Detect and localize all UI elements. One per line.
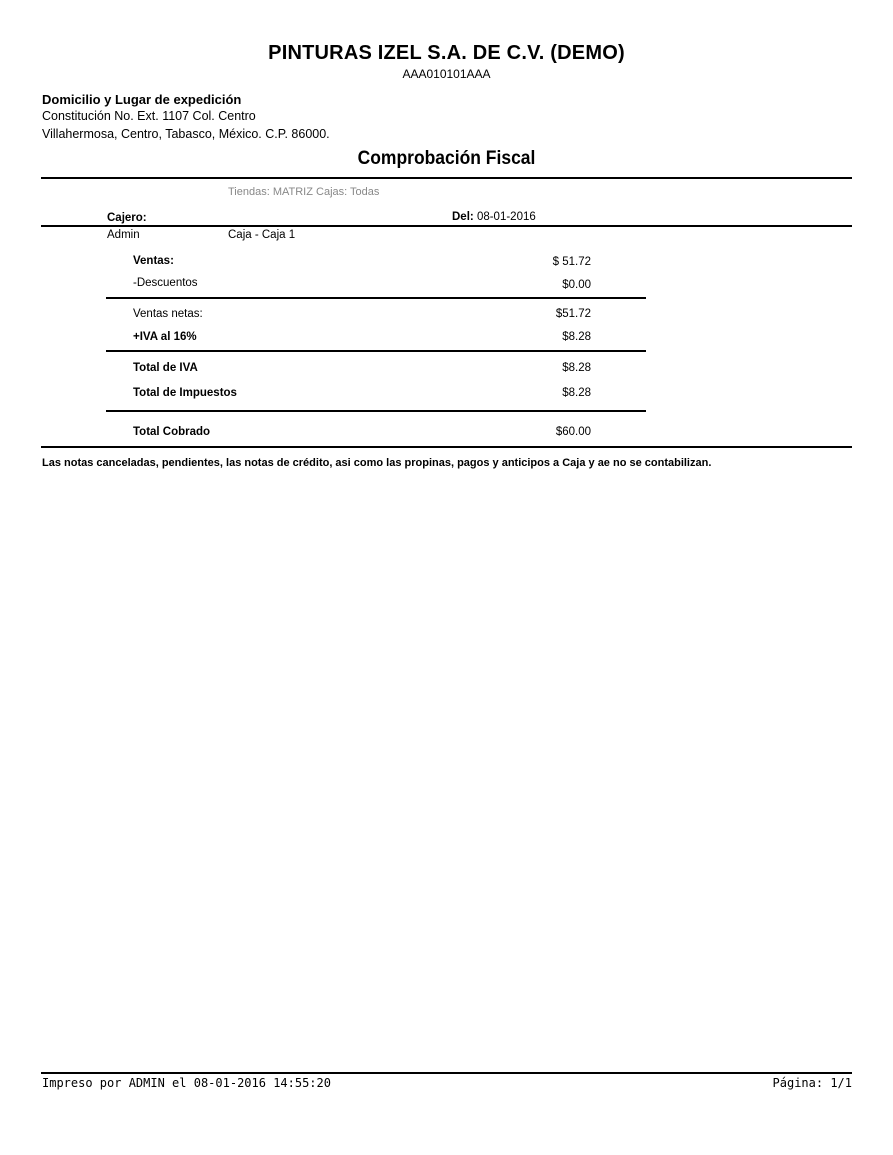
total-iva-value: $8.28 <box>562 362 591 374</box>
sales-label: Ventas: <box>133 255 174 267</box>
printed-by: Impreso por ADMIN el 08-01-2016 14:55:20 <box>42 1076 331 1090</box>
total-iva-label: Total de IVA <box>133 362 198 374</box>
net-sales-divider <box>106 297 646 299</box>
top-divider <box>41 177 852 179</box>
address-line-2: Villahermosa, Centro, Tabasco, México. C.P. 86000. <box>42 127 330 141</box>
discounts-value: $0.00 <box>562 279 591 291</box>
company-name: PINTURAS IZEL S.A. DE C.V. (DEMO) <box>268 42 625 64</box>
total-taxes-label: Total de Impuestos <box>133 387 237 399</box>
cashier-name: Admin <box>107 229 140 241</box>
footer-divider <box>41 1072 852 1074</box>
address-line-1: Constitución No. Ext. 1107 Col. Centro <box>42 109 256 123</box>
tax-divider <box>106 350 646 352</box>
net-sales-value: $51.72 <box>555 308 591 320</box>
iva-label: +IVA al 16% <box>133 331 197 343</box>
total-collected-label: Total Cobrado <box>133 426 211 438</box>
total-collected-value: $60.00 <box>555 426 591 438</box>
date-value: 08-01-2016 <box>476 211 536 223</box>
sales-value: $ 51.72 <box>552 256 591 268</box>
total-taxes-value: $8.28 <box>562 387 591 399</box>
cashier-column-header: Cajero: <box>107 212 147 224</box>
net-sales-label: Ventas netas: <box>133 308 203 320</box>
footnote: Las notas canceladas, pendientes, las notas de crédito, asi como las propinas, pagos y anticipos a Caja y ae no se contabilizan. <box>42 457 712 469</box>
total-divider <box>106 410 646 412</box>
address-heading: Domicilio y Lugar de expedición <box>42 92 242 107</box>
date-label: Del: <box>452 211 474 223</box>
date-range <box>452 211 536 223</box>
discounts-label: -Descuentos <box>133 277 198 289</box>
iva-value: $8.28 <box>562 331 591 343</box>
page-number: Página: 1/1 <box>772 1076 852 1090</box>
bottom-divider <box>41 446 852 448</box>
cashier-divider <box>41 225 852 227</box>
filters-text: Tiendas: MATRIZ Cajas: Todas <box>228 186 380 198</box>
company-rfc: AAA010101AAA <box>402 67 491 81</box>
report-title: Comprobación Fiscal <box>357 148 536 169</box>
register-name: Caja - Caja 1 <box>228 229 296 241</box>
